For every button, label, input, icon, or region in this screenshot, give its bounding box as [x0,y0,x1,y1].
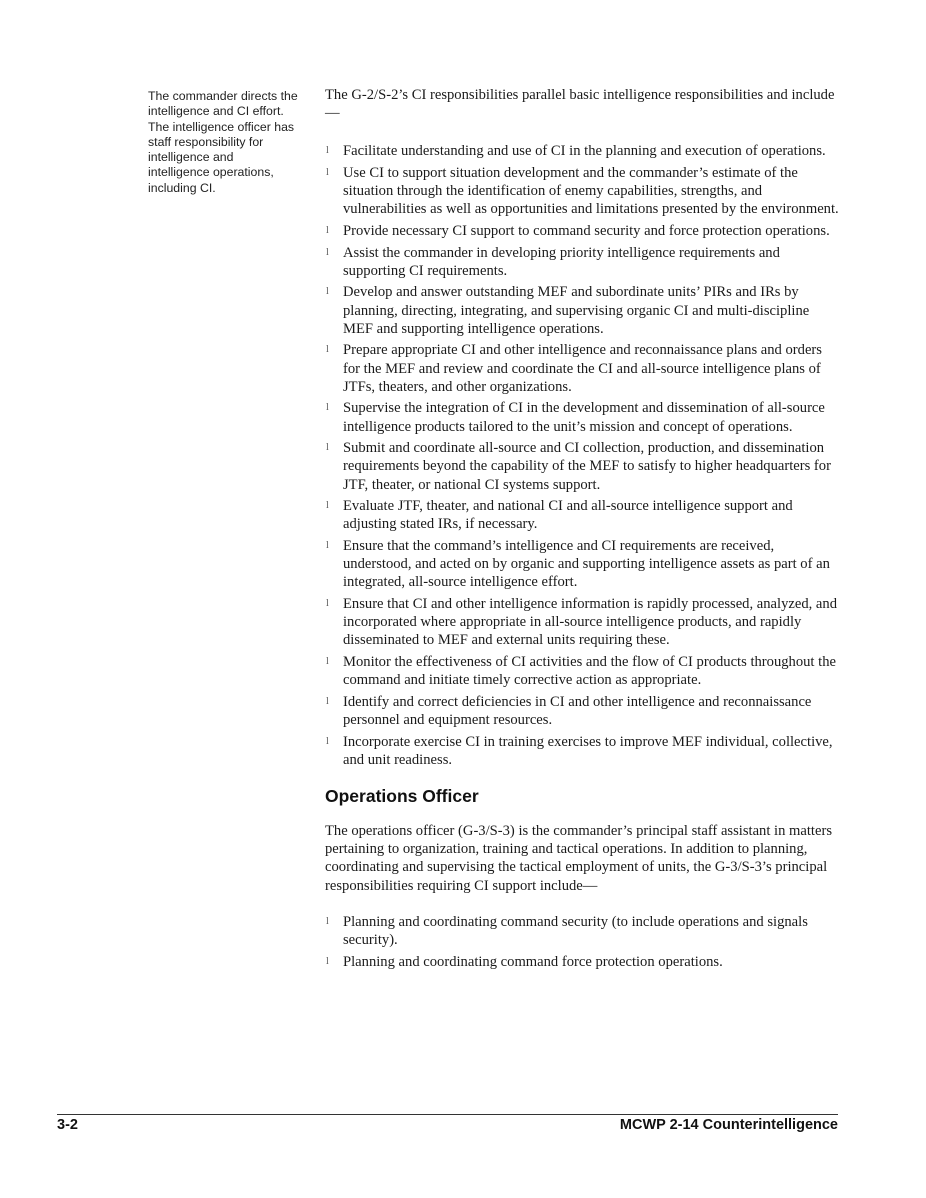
bullet-marker: l [326,286,329,298]
list-item [325,283,840,338]
margin-note: The commander directs the intelligence and CI effort. The intelligence officer has staff responsibility for intelligence and intelligence operations, including CI. [148,89,298,195]
list-item-text: Planning and coordinating command force protection operations. [343,953,723,970]
list-item-text: Incorporate exercise CI in training exercises to improve MEF individual, collective, and unit readiness. [343,733,833,768]
bullet-marker: l [326,539,329,551]
bullet-marker: l [326,246,329,258]
bullet-marker: l [326,735,329,747]
bullet-marker: l [326,500,329,512]
list-item [325,399,840,435]
list-item-text: Evaluate JTF, theater, and national CI and all-source intelligence support and adjusting stated IRs, if necessary. [343,498,793,533]
main-text-column [325,86,840,974]
list-item-text: Supervise the integration of CI in the development and dissemination of all-source intelligence products tailored to the unit’s mission and concept of operations. [343,400,825,435]
list-item-text: Planning and coordinating command security (to include operations and signals security). [343,913,808,948]
bullet-marker: l [326,344,329,356]
operations-paragraph: The operations officer (G-3/S-3) is the commander’s principal staff assistant in matters pertaining to organization, training and tactical operations. In addition to planning, coordinating and supervising the tactical employment of units, the G-3/S-3’s principal responsibilities requiring CI support include— [325,822,832,894]
list-item-text: Ensure that CI and other intelligence information is rapidly processed, analyzed, and incorporated where appropriate in all-source intelligence products, and rapidly disseminated to MEF and external units requiring these. [343,595,837,649]
bullet-marker: l [326,442,329,454]
list-item [325,595,840,650]
list-item-text: Assist the commander in developing priority intelligence requirements and supporting CI requirements. [343,244,780,279]
list-item [325,537,840,592]
bullet-marker: l [326,655,329,667]
list-item-text: Identify and correct deficiencies in CI and other intelligence and reconnaissance personnel and equipment resources. [343,693,812,728]
list-item [325,733,840,769]
list-item [325,439,840,494]
list-item [325,913,840,949]
list-item-text: Monitor the effectiveness of CI activities and the flow of CI products throughout the command and initiate timely corrective action as appropriate. [343,653,836,689]
g3-responsibilities-list [325,913,840,971]
list-item [325,142,840,160]
bullet-marker: l [326,695,329,707]
bullet-marker: l [326,915,329,927]
list-item [325,164,840,219]
bullet-marker: l [326,597,329,609]
intro-paragraph: The G-2/S-2’s CI responsibilities parallel basic intelligence responsibilities and include— [325,87,835,122]
list-item [325,497,840,533]
list-item [325,653,840,689]
footer-divider [57,1114,838,1115]
list-item [325,953,840,971]
section-heading: Operations Officer [325,785,479,806]
bullet-marker: l [326,402,329,414]
g2-responsibilities-list [325,142,840,769]
publication-title: MCWP 2-14 Counterintelligence [619,1117,838,1133]
list-item [325,693,840,729]
list-item-text: Facilitate understanding and use of CI in the planning and execution of operations. [343,143,826,160]
list-item-text: Use CI to support situation development and the commander’s estimate of the situation through the identification of enemy capabilities, strengths, and vulnerabilities as well as opportunities and limitations presented by the environment. [343,165,839,218]
bullet-marker: l [326,955,329,967]
list-item-text: Develop and answer outstanding MEF and subordinate units’ PIRs and IRs by planning, directing, integrating, and supervising organic CI and multi-discipline MEF and supporting intelligence operations. [343,284,810,337]
bullet-marker: l [326,167,329,178]
list-item [325,244,840,280]
list-item [325,222,840,240]
list-item-text: Prepare appropriate CI and other intelligence and reconnaissance plans and orders for the MEF and review and coordinate the CI and all-source intelligence plans of JTFs, theaters, and other organizations. [343,342,822,395]
list-item-text: Provide necessary CI support to command security and force protection operations. [343,223,830,239]
list-item-text: Submit and coordinate all-source and CI collection, production, and dissemination requirements beyond the capability of the MEF to satisfy to higher headquarters for JTF, theater, or national CI systems support. [343,440,831,493]
list-item [325,341,840,396]
page-number: 3-2 [57,1117,78,1133]
list-item-text: Ensure that the command’s intelligence and CI requirements are received, understood, and acted on by organic and supporting intelligence assets as part of an integrated, all-source intelligence effort. [343,537,830,591]
bullet-marker: l [326,225,329,236]
bullet-marker: l [326,145,329,157]
